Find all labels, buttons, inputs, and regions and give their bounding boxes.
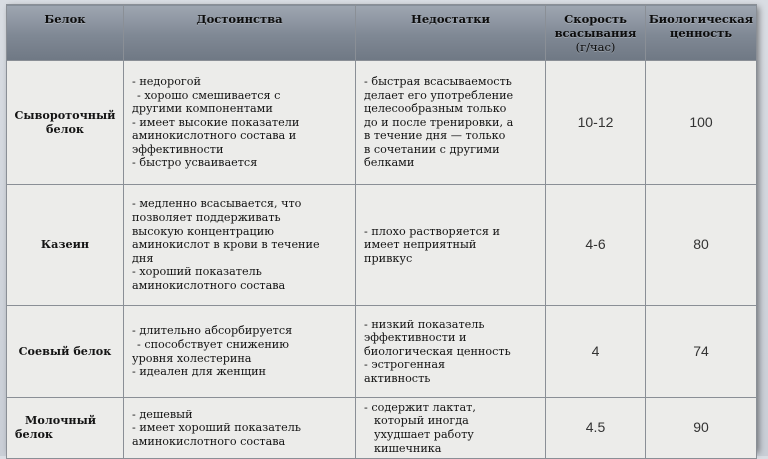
protein-name-cell — [7, 398, 124, 459]
cons-line: - быстрая всасываемость — [364, 74, 512, 88]
table-row — [7, 185, 757, 306]
absorption-speed-value: 4-6 — [546, 185, 646, 306]
biological-value: 100 — [646, 61, 757, 185]
protein-name: белок — [15, 427, 54, 441]
cons-line: - содержит лактат, — [364, 400, 476, 414]
pros-line: высокую концентрацию — [132, 224, 274, 238]
pros-line: - длительно абсорбируется — [132, 324, 293, 338]
pros-line: аминокислотного состава — [132, 434, 286, 448]
header-bio-line: Биологическая — [648, 12, 754, 26]
biological-value: 74 — [646, 306, 757, 398]
header-absorption-speed — [546, 5, 646, 61]
pros-line: - дешевый — [132, 407, 193, 421]
cons-line: биологическая ценность — [364, 344, 511, 358]
header-pros: Достоинства — [124, 5, 356, 61]
cons-line: - низкий показатель — [364, 317, 485, 331]
absorption-speed-value: 10-12 — [546, 61, 646, 185]
pros-cell — [124, 306, 356, 398]
table-row — [7, 61, 757, 185]
protein-name: белок — [45, 121, 84, 136]
cons-line: до и после тренировки, а — [364, 115, 514, 129]
pros-cell — [124, 185, 356, 306]
cons-cell — [356, 61, 546, 185]
cons-cell — [356, 398, 546, 459]
protein-name-cell — [7, 306, 124, 398]
protein-name: Молочный — [25, 413, 97, 428]
header-speed-line: всасывания — [554, 25, 637, 40]
pros-line: - хорошо смешивается с — [137, 88, 281, 102]
cons-cell — [356, 185, 546, 306]
cons-line: привкус — [364, 251, 413, 265]
pros-line: - медленно всасывается, что — [132, 197, 302, 211]
cons-line: - плохо растворяется и — [364, 224, 500, 238]
cons-line: - эстрогенная — [364, 358, 446, 372]
biological-value: 80 — [646, 185, 757, 306]
header-row — [7, 5, 757, 61]
pros-line: - идеален для женщин — [132, 365, 267, 379]
pros-line: другими компонентами — [132, 102, 273, 116]
protein-name: Сывороточный — [14, 107, 116, 122]
pros-line: - имеет высокие показатели — [132, 115, 300, 129]
pros-line: дня — [132, 251, 154, 265]
cons-line: имеет неприятный — [364, 238, 477, 252]
pros-cell — [124, 398, 356, 459]
table-row — [7, 398, 757, 459]
cons-line: целесообразным только — [364, 102, 507, 116]
pros-line: уровня холестерина — [132, 351, 252, 365]
protein-name: Соевый белок — [18, 343, 112, 358]
pros-line: аминокислотного состава и — [132, 129, 297, 143]
header-protein: Белок — [7, 5, 124, 61]
pros-line: - имеет хороший показатель — [132, 421, 301, 435]
cons-line: который иногда — [374, 414, 469, 428]
header-cons: Недостатки — [356, 5, 546, 61]
table-row — [7, 306, 757, 398]
absorption-speed-value: 4.5 — [546, 398, 646, 459]
cons-line: эффективности и — [364, 331, 467, 345]
header-biological-value — [646, 5, 757, 61]
protein-name-cell — [7, 61, 124, 185]
protein-name-cell — [7, 185, 124, 306]
pros-line: аминокислотного состава — [132, 278, 286, 292]
pros-line: - быстро усваивается — [132, 156, 258, 170]
cons-line: делает его употребление — [364, 88, 514, 102]
pros-line: аминокислот в крови в течение — [132, 238, 320, 252]
cons-line: ухудшает работу — [374, 428, 474, 441]
absorption-speed-value: 4 — [546, 306, 646, 398]
pros-line: эффективности — [132, 142, 224, 156]
biological-value: 90 — [646, 398, 757, 459]
protein-name: Казеин — [40, 237, 90, 252]
cons-line: активность — [364, 371, 431, 385]
cons-line: кишечника — [374, 441, 442, 455]
cons-cell — [356, 306, 546, 398]
pros-cell — [124, 61, 356, 185]
cons-line: белками — [364, 156, 415, 170]
pros-line: - хороший показатель — [132, 265, 262, 279]
pros-line: - способствует снижению — [137, 337, 289, 351]
header-speed-line: (г/час) — [575, 39, 616, 54]
pros-line: позволяет поддерживать — [132, 211, 281, 225]
protein-comparison-table — [6, 4, 757, 459]
header-bio-line: ценность — [669, 26, 733, 40]
cons-line: в сочетании с другими — [364, 142, 500, 156]
header-speed-line: Скорость — [564, 11, 627, 26]
pros-line: - недорогой — [132, 74, 201, 88]
cons-line: в течение дня — только — [364, 129, 506, 143]
table-sheet — [6, 4, 756, 455]
